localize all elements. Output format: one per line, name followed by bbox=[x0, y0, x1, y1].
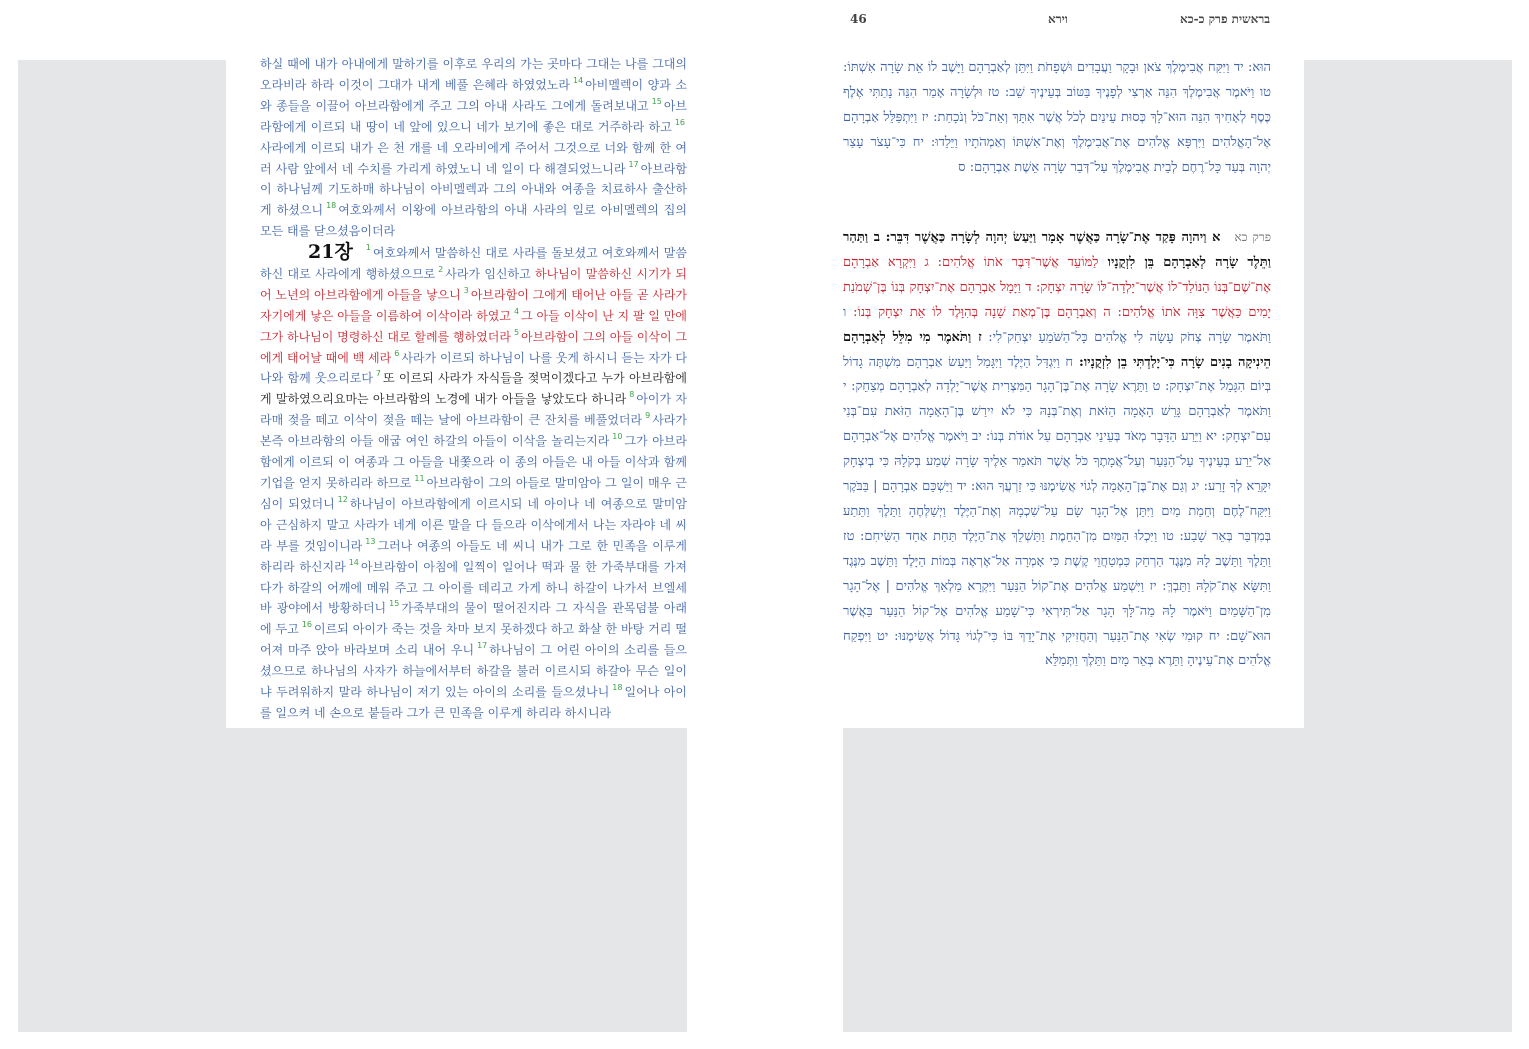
korean-text-chapter-20 bbox=[260, 54, 687, 242]
verse-text: 아브라함이 아침에 일찍이 일어나 떡과 물 한 가죽부대를 가져다가 하갈의 어깨에 메워 주고 그 아이를 데리고 가게 하니 하갈이 나가서 브엘세바 광야에서 방황하더니 bbox=[260, 559, 687, 616]
verse-number: 14 bbox=[348, 557, 359, 567]
verse-number: 15 bbox=[651, 96, 662, 106]
verse-text: ו וַתֹּאמֶר שָׂרָה צְחֹק עָשָׂה לִי אֱלֹהִים כָּל־הַשֹּׁמֵעַ יִצְחַק־לִי: bbox=[843, 304, 1271, 345]
verse-text: 아브라함이 하나님께 기도하매 하나님이 아비멜렉과 그의 아내와 여종을 치료하사 출산하게 하셨으니 bbox=[260, 161, 687, 218]
hebrew-text-chapter-20 bbox=[843, 56, 1271, 181]
korean-chapter-heading: 21장 bbox=[308, 241, 353, 263]
verse-text: 가죽부대의 물이 떨어진지라 그 자식을 관목덤불 아래에 두고 bbox=[260, 601, 687, 637]
highlighted-text-red: 아브라함이 그의 아들 이삭이 그에게 태어날 때에 백 세라 bbox=[260, 329, 687, 365]
hebrew-chapter-heading: פרק כא bbox=[1234, 230, 1271, 244]
highlighted-text-dark: א וַיהוָה פָּקַד אֶת־שָׂרָה כַּאֲשֶׁר אָמָר וַיַּעַשׂ יְהוָה לְשָׂרָה כַּאֲשֶׁר דִּבֵּר: ב וַתַּהַר וַתֵּלֶד שָׂרָה לְאַבְרָהָם בֵּן לִזְקֻנָיו bbox=[843, 230, 1271, 270]
verse-text: ח וַיִּגְדַּל הַיֶּלֶד וַיִּגָּמַל וַיַּעַשׂ אַבְרָהָם מִשְׁתֶּה גָדוֹל בְּיוֹם הִגָּמֵל אֶת־יִצְחָק: ט וַתֵּרֶא שָׂרָה אֶת־בֶּן־הָגָר הַמִּצְרִית אֲשֶׁר־יָלְדָה לְאַבְרָהָם מְצַחֵק: י וַתֹּאמֶר לְאַבְרָהָם גָּרֵשׁ הָאָמָה הַזֹּאת וְאֶת־בְּנָהּ כִּי לֹא יִירַשׁ בֶּן־הָאָמָה הַזֹּאת עִם־בְּנִי עִם־יִצְחָק: יא וַיֵּרַע הַדָּבָר מְאֹד בְּעֵינֵי אַבְרָהָם עַל אוֹדֹת בְּנוֹ: יב וַיֹּאמֶר אֱלֹהִים אֶל־אַבְרָהָם אַל־יֵרַע בְּעֵינֶיךָ עַל־הַנַּעַר וְעַל־אֲמָתֶךָ כֹּל אֲשֶׁר תֹּאמַר אֵלֶיךָ שָׂרָה שְׁמַע בְּקֹלָהּ כִּי בְיִצְחָק יִקָּרֵא לְךָ זָרַע: יג וְגַם אֶת־בֶּן־הָאָמָה לְגוֹי אֲשִׂימֶנּוּ כִּי זַרְעֲךָ הוּא: יד וַיַּשְׁכֵּם אַבְרָהָם | בַּבֹּקֶר וַיִּקַּח־לֶחֶם וְחֵמַת מַיִם וַיִּתֵּן אֶל־הָגָר שָׂם עַל־שִׁכְמָהּ וְאֶת־הַיֶּלֶד וַיְשַׁלְּחֶהָ וַתֵּלֶךְ וַתֵּתַע בְּמִדְבַּר בְּאֵר שָׁבַע: טו וַיִּכְלוּ הַמַּיִם מִן־הַחֵמֶת וַתַּשְׁלֵךְ אֶת־הַיֶּלֶד תַּחַת אַחַד הַשִּׂיחִם: טז וַתֵּלֶךְ וַתֵּשֶׁב לָהּ מִנֶּגֶד הַרְחֵק כִּמְטַחֲוֵי קֶשֶׁת כִּי אָמְרָה אַל־אֶרְאֶה בְּמוֹת הַיָּלֶד וַתֵּשֶׁב מִנֶּגֶד וַתִּשָּׂא אֶת־קֹלָהּ וַתֵּבְךְּ: יז וַיִּשְׁמַע אֱלֹהִים אֶת־קוֹל הַנַּעַר וַיִּקְרָא מַלְאַךְ אֱלֹהִים | אֶל־הָגָר מִן־הַשָּׁמַיִם וַיֹּאמֶר לָהּ מַה־לָּךְ הָגָר אַל־תִּירְאִי כִּי־שָׁמַע אֱלֹהִים אֶל־קוֹל הַנַּעַר בַּאֲשֶׁר הוּא־שָׁם: יח קוּמִי שְׂאִי אֶת־הַנַּעַר וְהַחֲזִיקִי אֶת־יָדֵךְ בּוֹ כִּי־לְגוֹי גָּדוֹל אֲשִׂימֶנּוּ: יט וַיִּפְקַח אֱלֹהִים אֶת־עֵינֶיהָ וַתֵּרֶא בְּאֵר מָיִם וַתֵּלֶךְ וַתְּמַלֵּא bbox=[843, 354, 1271, 669]
highlighted-text-red: 그 아들 이삭이 난 지 팔 일 만에 그가 하나님이 명령하신 대로 할례를 행하였더라 bbox=[260, 308, 688, 344]
verse-number: 16 bbox=[301, 620, 312, 630]
page-number: 46 bbox=[850, 12, 867, 26]
parasha-name: וירא bbox=[1048, 12, 1068, 26]
highlighted-text-red: לַמּוֹעֵד אֲשֶׁר־דִּבֶּר אֹתוֹ אֱלֹהִים: ג וַיִּקְרָא אַבְרָהָם אֶת־שֶׁם־בְּנוֹ הַנּוֹלַד־לוֹ אֲשֶׁר־יָלְדָה־לּוֹ שָׂרָה יִצְחָק: ד וַיָּמָל אַבְרָהָם אֶת־יִצְחָק בְּנוֹ בֶּן־שְׁמֹנַת יָמִים כַּאֲשֶׁר צִוָּה אֹתוֹ אֱלֹהִים: ה וְאַבְרָהָם בֶּן־מְאַת שָׁנָה בְּהִוָּלֶד לוֹ אֵת יִצְחָק בְּנוֹ: bbox=[843, 254, 1271, 320]
korean-page bbox=[226, 0, 687, 728]
verse-text: 하실 때에 내가 아내에게 말하기를 이후로 우리의 가는 곳마다 그대는 나를 그대의 오라비라 하라 이것이 그대가 내게 베풀 은혜라 하였었노라 bbox=[260, 57, 687, 92]
verse-text: 사라가 임신하고 bbox=[445, 266, 535, 281]
verse-text: 사라가 이르되 하나님이 나를 웃게 하시니 듣는 자가 다 나와 함께 웃으리로다 bbox=[260, 350, 687, 386]
verse-number: 1 bbox=[365, 243, 371, 252]
hebrew-text-chapter-21 bbox=[843, 225, 1271, 674]
verse-number: 12 bbox=[337, 494, 348, 504]
verse-text: 이르되 아이가 죽는 것을 차마 보지 못하겠다 하고 화살 한 바탕 거리 떨어져 마주 앉아 바라보며 소리 내어 우니 bbox=[260, 622, 687, 658]
highlighted-text-dark: 또 이르되 사라가 자식들을 젖먹이겠다고 누가 아브라함에게 말하였으리요마는 아브라함의 노경에 내가 아들을 낳았도다 하니라 bbox=[260, 371, 687, 407]
highlighted-text-dark: ז וַתֹּאמֶר מִי מִלֵּל לְאַבְרָהָם הֵינִיקָה בָנִים שָׂרָה כִּי־יָלַדְתִּי בֵן לִזְקֻנָיו: bbox=[843, 329, 1271, 370]
verse-text: 아브라함에게 이르되 내 땅이 네 앞에 있으니 네가 보기에 좋은 대로 거주하라 하고 bbox=[260, 98, 687, 134]
verse-text: 하나님이 그 어린 아이의 소리를 들으셨으므로 하나님의 사자가 하늘에서부터 하갈을 불러 이르시되 하갈아 무슨 일이냐 두려워하지 말라 하나님이 저기 있는 아이의 소리를 들으셨나니 bbox=[260, 643, 687, 700]
verse-text: 사라에게 이르되 내가 은 천 개를 네 오라비에게 주어서 그것으로 너와 함께 한 여러 사람 앞에서 네 수치를 가리게 하였노니 네 일이 다 해결되었느니라 bbox=[260, 140, 687, 176]
verse-number: 16 bbox=[674, 117, 685, 127]
verse-number: 7 bbox=[375, 369, 382, 379]
highlighted-text-red: 하나님이 말씀하신 시기가 되어 노년의 아브라함에게 아들을 낳으니 bbox=[260, 266, 687, 302]
verse-text: 사라가 본즉 아브라함의 아들 애굽 여인 하갈의 아들이 이삭을 놀리는지라 bbox=[260, 413, 687, 449]
hebrew-page bbox=[843, 0, 1304, 728]
verse-number: 9 bbox=[645, 411, 651, 421]
verse-text: 일어나 아이를 일으켜 네 손으로 붙들라 그가 큰 민족을 이루게 하리라 하시니라 bbox=[260, 685, 687, 720]
verse-number: 17 bbox=[477, 641, 488, 651]
verse-text: 그러나 여종의 아들도 네 씨니 내가 그로 한 민족을 이루게 하리라 하신지라 bbox=[260, 538, 687, 574]
verse-number: 8 bbox=[629, 390, 635, 400]
verse-text: 아비멜렉이 양과 소와 종들을 이끌어 아브라함에게 주고 그의 아내 사라도 그에게 돌려보내고 bbox=[260, 77, 687, 113]
verse-number: 18 bbox=[612, 683, 623, 693]
verse-number: 13 bbox=[365, 536, 376, 546]
book-chapter-title: בראשית פרק כ-כא bbox=[1180, 12, 1270, 26]
verse-number: 3 bbox=[463, 285, 469, 295]
verse-number: 2 bbox=[438, 264, 444, 274]
verse-text: הוּא: יד וַיִּקַּח אֲבִימֶלֶךְ צֹאן וּבָקָר וַעֲבָדִים וּשְׁפָחֹת וַיִּתֵּן לְאַבְרָהָם וַיָּשֶׁב לוֹ אֵת שָׂרָה אִשְׁתּוֹ: טו וַיֹּאמֶר אֲבִימֶלֶךְ הִנֵּה אַרְצִי לְפָנֶיךָ בַּטּוֹב בְּעֵינֶיךָ שֵׁב: טז וּלְשָׂרָה אָמַר הִנֵּה נָתַתִּי אֶלֶף כֶּסֶף לְאָחִיךְ הִנֵּה הוּא־לָךְ כְּסוּת עֵינַיִם לְכֹל אֲשֶׁר אִתָּךְ וְאֵת־כֹּל וְנֹכָחַת: יז וַיִּתְפַּלֵּל אַבְרָהָם אֶל־הָאֱלֹהִים וַיִּרְפָּא אֱלֹהִים אֶת־אֲבִימֶלֶךְ וְאֶת־אִשְׁתּוֹ וְאַמְהֹתָיו וַיֵּלֵדוּ: יח כִּי־עָצֹר עָצַר יְהוָה בְּעַד כָּל־רֶחֶם לְבֵית אֲבִימֶלֶךְ עַל־דְּבַר שָׂרָה אֵשֶׁת אַבְרָהָם: ס bbox=[843, 60, 1271, 175]
verse-number: 18 bbox=[326, 201, 337, 211]
verse-number: 10 bbox=[612, 432, 623, 442]
verse-text: 그가 아브라함에게 이르되 이 여종과 그 아들을 내쫓으라 이 종의 아들은 내 아들 이삭과 함께 기업을 얻지 못하리라 하므로 bbox=[260, 434, 687, 490]
hebrew-chapter-21-verses bbox=[843, 230, 1271, 668]
verse-text: 하나님이 아브라함에게 이르시되 네 아이나 네 여종으로 말미암아 근심하지 말고 사라가 네게 이른 말을 다 들으라 이삭에게서 나는 자라야 네 씨라 부를 것임이니라 bbox=[260, 496, 687, 553]
verse-number: 11 bbox=[414, 473, 425, 483]
verse-number: 6 bbox=[394, 348, 400, 358]
verse-text: 여호와께서 이왕에 아브라함의 아내 사라의 일로 아비멜렉의 집의 모든 태를 닫으셨음이더라 bbox=[260, 203, 687, 239]
verse-number: 5 bbox=[513, 327, 520, 337]
verse-number: 14 bbox=[572, 75, 584, 85]
korean-chapter-21-verses bbox=[260, 243, 688, 720]
verse-number: 15 bbox=[389, 599, 400, 609]
verse-number: 4 bbox=[514, 306, 520, 316]
verse-text: 아이가 자라매 젖을 떼고 이삭이 젖을 떼는 날에 아브라함이 큰 잔치를 베풀었더라 bbox=[260, 392, 688, 428]
verse-text: 아브라함이 그의 아들로 말미암아 그 일이 매우 근심이 되었더니 bbox=[260, 475, 687, 511]
korean-text-chapter-21 bbox=[260, 242, 687, 724]
verse-number: 17 bbox=[628, 159, 639, 169]
highlighted-text-red: 아브라함이 그에게 태어난 아들 곧 사라가 자기에게 낳은 아들을 이름하여 이삭이라 하였고 bbox=[260, 287, 687, 323]
verse-text: 여호와께서 말씀하신 대로 사라를 돌보셨고 여호와께서 말씀하신 대로 사라에게 행하셨으므로 bbox=[260, 246, 687, 281]
